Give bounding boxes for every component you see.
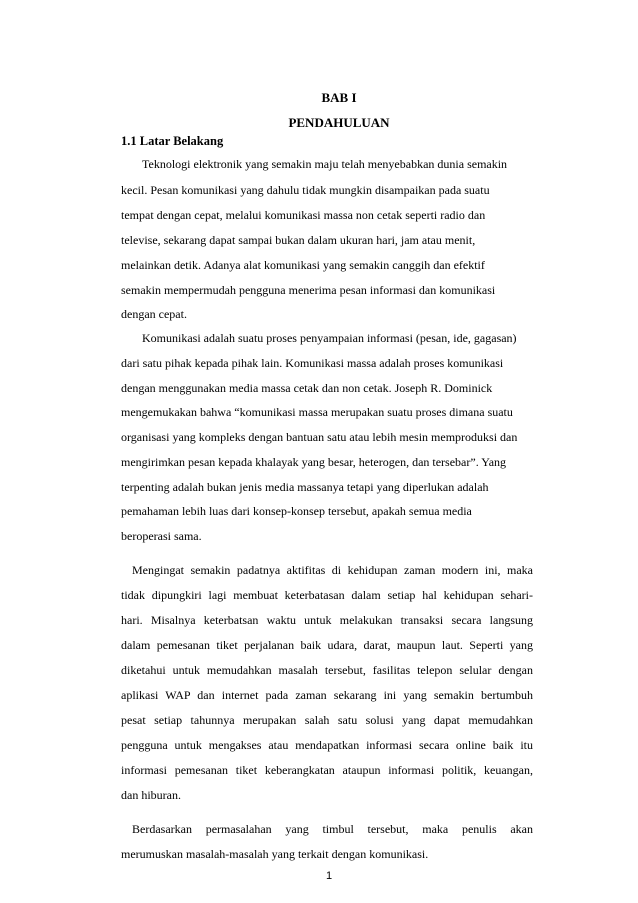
text-line: aplikasi WAP dan internet pada zaman sekarang ini yang semakin bertumbuh	[121, 688, 533, 702]
text-line: informasi pemesanan tiket keberangkatan ataupun informasi politik, keuangan,	[121, 763, 533, 777]
text-line: televise, sekarang dapat sampai bukan dalam ukuran hari, jam atau menit,	[121, 233, 476, 247]
text-line: mengemukakan bahwa “komunikasi massa merupakan suatu proses dimana suatu	[121, 405, 513, 419]
text-line: dari satu pihak kepada pihak lain. Komunikasi massa adalah proses komunikasi	[121, 356, 504, 370]
text-line: mengirimkan pesan kepada khalayak yang besar, heterogen, dan tersebar”. Yang	[121, 455, 507, 469]
text-line: Berdasarkan permasalahan yang timbul tersebut, maka penulis akan	[132, 822, 533, 836]
text-line: kecil. Pesan komunikasi yang dahulu tidak mungkin disampaikan pada suatu	[121, 183, 490, 197]
text-line: Mengingat semakin padatnya aktifitas di kehidupan zaman modern ini, maka	[132, 563, 533, 577]
text-line: Komunikasi adalah suatu proses penyampaian informasi (pesan, ide, gagasan)	[142, 331, 517, 345]
text-line: tempat dengan cepat, melalui komunikasi massa non cetak seperti radio dan	[121, 208, 486, 222]
text-line: beroperasi sama.	[121, 529, 202, 543]
text-line: diketahui untuk memudahkan masalah tersebut, fasilitas telepon selular dengan	[121, 663, 533, 677]
text-line: pengguna untuk mengakses atau mendapatkan informasi secara online baik itu	[121, 738, 533, 752]
text-line: dengan cepat.	[121, 307, 187, 321]
text-line: organisasi yang kompleks dengan bantuan satu atau lebih mesin memproduksi dan	[121, 430, 518, 444]
text-line: dan hiburan.	[121, 788, 181, 802]
text-line: pemahaman lebih luas dari konsep-konsep tersebut, apakah semua media	[121, 504, 472, 518]
chapter-number: BAB I	[321, 90, 357, 105]
text-line: semakin mempermudah pengguna menerima pesan informasi dan komunikasi	[121, 283, 496, 297]
text-line: terpenting adalah bukan jenis media massanya tetapi yang diperlukan adalah	[121, 480, 489, 494]
text-line: tidak dipungkiri lagi membuat keterbatasan dalam setiap hal kehidupan sehari-	[121, 588, 533, 602]
text-line: pesat setiap tahunnya merupakan salah satu solusi yang dapat memudahkan	[121, 713, 533, 727]
page-number: 1	[325, 870, 333, 882]
chapter-title: PENDAHULUAN	[288, 115, 390, 130]
text-line: dengan menggunakan media massa cetak dan non cetak. Joseph R. Dominick	[121, 381, 493, 395]
text-line: dalam pemesanan tiket perjalanan baik udara, darat, maupun laut. Seperti yang	[121, 638, 533, 652]
text-line: melainkan detik. Adanya alat komunikasi yang semakin canggih dan efektif	[121, 258, 485, 272]
text-line: Teknologi elektronik yang semakin maju telah menyebabkan dunia semakin	[142, 157, 508, 171]
section-heading: 1.1 Latar Belakang	[121, 134, 224, 148]
text-line: merumuskan masalah-masalah yang terkait dengan komunikasi.	[121, 847, 429, 861]
text-line: hari. Misalnya keterbatsan waktu untuk melakukan transaksi secara langsung	[121, 613, 533, 627]
